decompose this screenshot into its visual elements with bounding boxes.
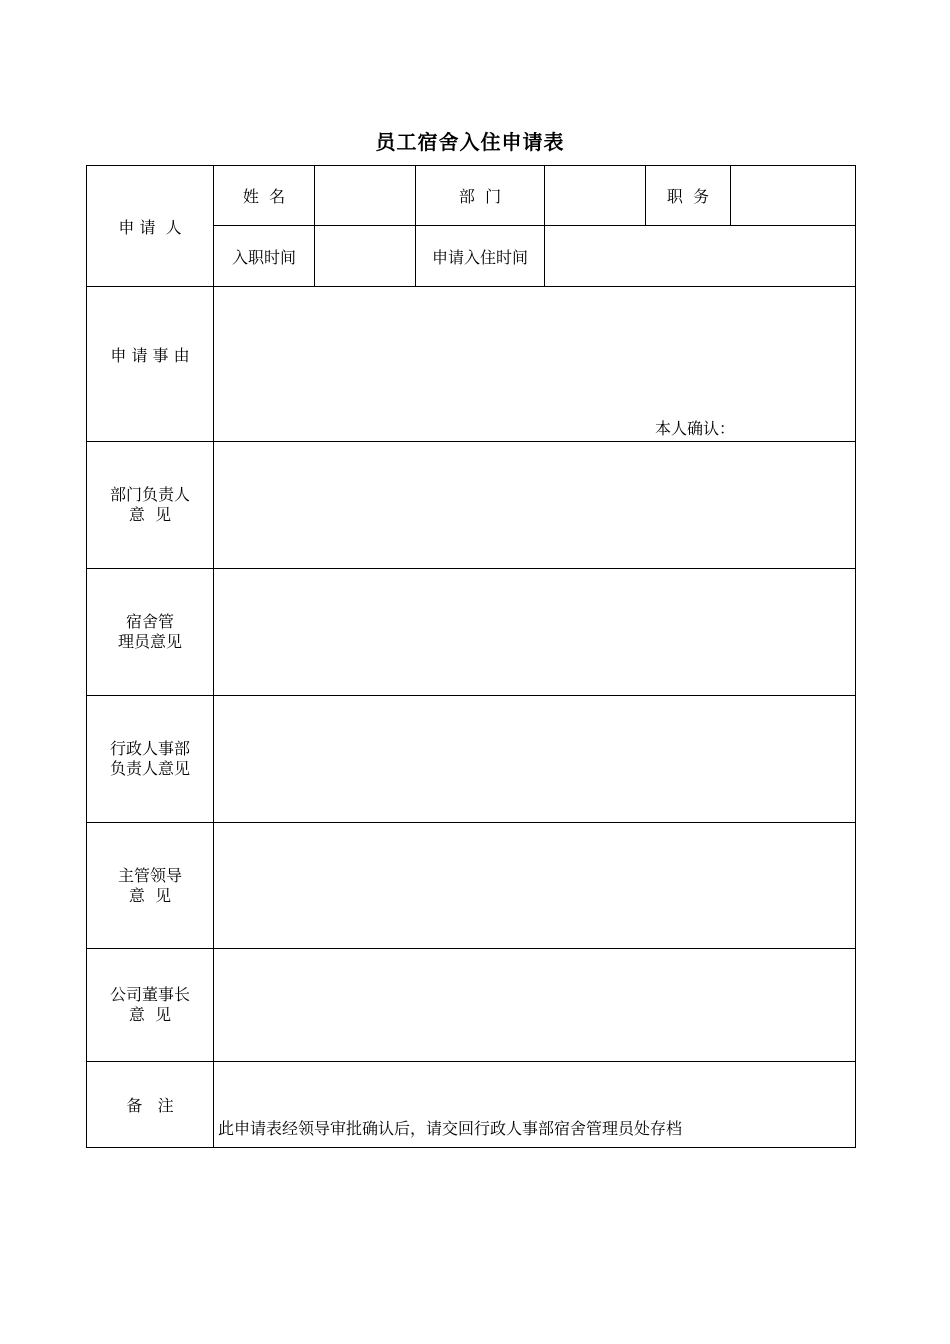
applicant-row-1	[87, 166, 856, 226]
opinion-row-hr-head	[87, 696, 856, 823]
dept-head-opinion-field[interactable]	[214, 442, 856, 569]
department-label: 部 门	[416, 166, 545, 226]
opinion-row-supervisor	[87, 823, 856, 949]
label-line: 负责人意见	[109, 759, 190, 778]
hr-head-opinion-field[interactable]	[214, 696, 856, 823]
remarks-label: 备 注	[87, 1062, 214, 1148]
opinion-row-dorm-admin	[87, 569, 856, 696]
department-field[interactable]	[545, 166, 646, 226]
position-label: 职 务	[646, 166, 731, 226]
dorm-admin-opinion-label	[87, 569, 214, 696]
form-title: 员工宿舍入住申请表	[375, 130, 565, 154]
chairman-opinion-field[interactable]	[214, 949, 856, 1062]
self-confirm-label: 本人确认：	[654, 419, 735, 438]
supervisor-opinion-label	[87, 823, 214, 949]
label-line: 行政人事部	[109, 739, 190, 758]
label-line: 理员意见	[117, 632, 182, 651]
label-line: 公司董事长	[109, 985, 190, 1004]
label-line: 主管领导	[117, 865, 182, 885]
chairman-opinion-label	[87, 949, 214, 1062]
name-field[interactable]	[315, 166, 416, 226]
label-line: 意 见	[128, 1005, 172, 1024]
opinion-row-dept-head	[87, 442, 856, 569]
remarks-row	[87, 1062, 856, 1148]
movein-date-field[interactable]	[545, 226, 856, 287]
hire-date-field[interactable]	[315, 226, 416, 287]
reason-label: 申 请 事 由	[87, 287, 214, 442]
movein-date-label: 申请入住时间	[416, 226, 545, 287]
dept-head-opinion-label	[87, 442, 214, 569]
supervisor-opinion-field[interactable]	[214, 823, 856, 949]
opinion-row-chairman	[87, 949, 856, 1062]
label-line: 宿舍管	[125, 612, 174, 631]
hr-head-opinion-label	[87, 696, 214, 823]
label-line: 部门负责人	[109, 485, 190, 504]
applicant-label: 申 请 人	[87, 166, 214, 287]
application-form-table	[86, 165, 856, 1148]
hire-date-label: 入职时间	[214, 226, 315, 287]
reason-field[interactable]	[214, 287, 856, 442]
label-line: 意 见	[128, 505, 172, 524]
remarks-text: 此申请表经领导审批确认后，请交回行政人事部宿舍管理员处存档	[214, 1062, 856, 1148]
dorm-admin-opinion-field[interactable]	[214, 569, 856, 696]
label-line: 意 见	[128, 885, 172, 905]
position-field[interactable]	[731, 166, 856, 226]
reason-row	[87, 287, 856, 442]
name-label: 姓 名	[214, 166, 315, 226]
